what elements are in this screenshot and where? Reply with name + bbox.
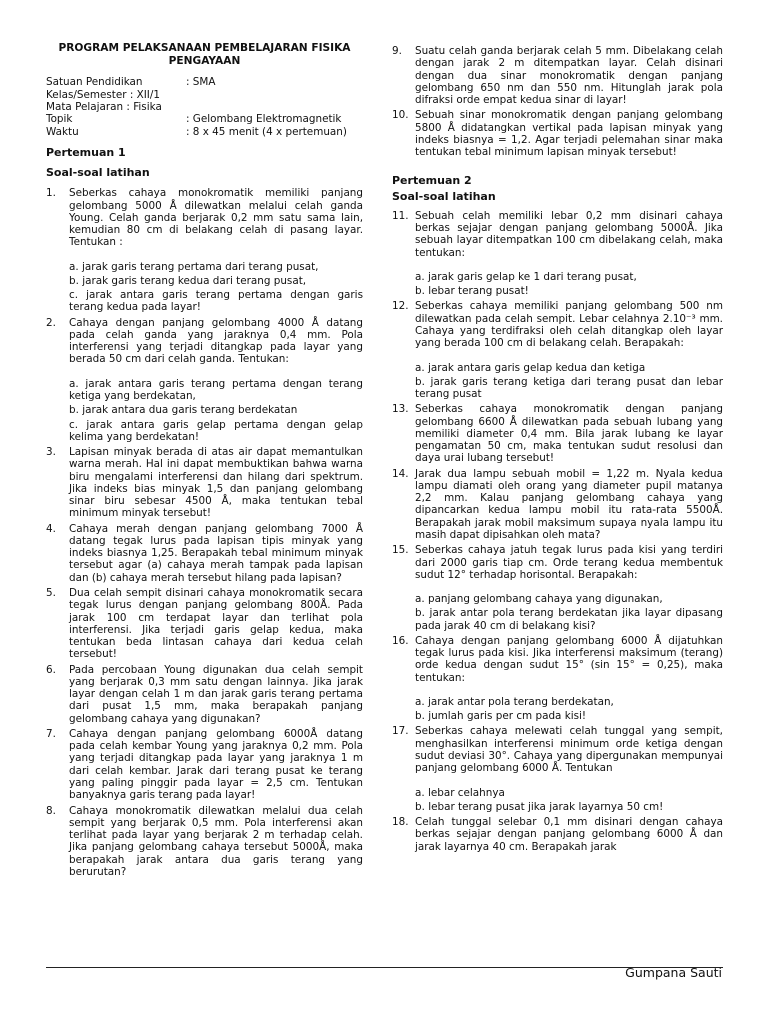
question-text: Seberkas cahaya monokromatik memiliki panjang gelombang 5000 Å dilewatkan melalui celah ganda Young. Celah ganda berjarak 0,2 mm satu sama lain, kemudian 80 cm di belakang celah di pasang layar. Tentukan : (69, 187, 363, 249)
meta-label: Mata Pelajaran : Fisika (46, 101, 162, 113)
question-text: Sebuah celah memiliki lebar 0,2 mm disinari cahaya berkas sejajar dengan panjang gelombang 5000Å. Jika sebuah layar ditempatkan 100 cm dibelakang celah, maka tentukan: (415, 209, 723, 259)
question-number: 17. (392, 725, 409, 738)
question-body (69, 523, 363, 584)
question-body (415, 210, 723, 298)
question-option: a. jarak antara garis gelap kedua dan ketiga (415, 361, 646, 374)
question-number: 3. (46, 446, 56, 459)
question-item (46, 587, 363, 661)
footer-rule (46, 967, 723, 968)
question-body (415, 403, 723, 464)
question-item (46, 805, 363, 879)
document-title (46, 42, 363, 68)
question-option: b. jarak garis terang kedua dari terang pusat, (69, 274, 307, 287)
meta-value: : SMA (186, 76, 216, 89)
question-body (69, 317, 363, 443)
question-text: Seberkas cahaya monokromatik dengan panjang gelombang 6600 Å dilewatkan pada sebuah lubang yang memiliki diameter 0,4 mm. Bila jarak lubang ke layar pengamatan 50 cm, maka tentukan sudut resolusi dan daya urai lubang tersebut! (415, 403, 723, 465)
section-subheading-2: Soal-soal latihan (392, 190, 496, 204)
question-option: a. lebar celahnya (415, 786, 505, 799)
question-option: b. lebar terang pusat! (415, 285, 529, 298)
question-option: c. jarak antara garis gelap pertama dengan gelap kelima yang berdekatan! (69, 418, 363, 443)
question-item (392, 210, 723, 298)
question-option: b. jarak antar pola terang berdekatan jika layar dipasang pada jarak 40 cm di belakang kisi? (415, 607, 723, 632)
question-item (46, 728, 363, 802)
meta-label: Waktu (46, 125, 79, 138)
question-option: a. jarak garis terang pertama dari terang pusat, (69, 260, 319, 273)
question-list-1 (46, 187, 363, 878)
question-list-2 (392, 45, 723, 158)
question-number: 4. (46, 522, 56, 535)
question-text: Dua celah sempit disinari cahaya monokromatik secara tegak lurus dengan panjang gelombang 800Å. Pada jarak 100 cm terdapat layar dan terlihat pola interferensi. Jika terjadi garis gelap kedua, maka tentukan beda lintasan cahaya dari kedua celah tersebut! (69, 587, 363, 661)
question-item (46, 523, 363, 584)
question-number: 13. (392, 403, 409, 416)
question-number: 16. (392, 634, 409, 647)
question-option: c. jarak antara garis terang pertama dengan garis terang kedua pada layar! (69, 289, 363, 314)
question-text: Jarak dua lampu sebuah mobil = 1,22 m. Nyala kedua lampu diamati oleh orang yang diameter pupil matanya 2,2 mm. Kalau panjang gelombang cahaya yang dipancarkan kedua lampu mobil itu rata-rata 5500Å. Berapakah jarak mobil maksimum supaya nyala lampu itu masih dapat dipisahkan oleh mata? (415, 467, 723, 541)
question-number: 12. (392, 300, 409, 313)
question-item (392, 45, 723, 106)
section-heading-1: Pertemuan 1 (46, 145, 126, 159)
question-number: 6. (46, 663, 56, 676)
meta-value: : Gelombang Elektromagnetik (186, 113, 342, 126)
question-body (415, 635, 723, 723)
question-number: 9. (392, 45, 402, 57)
question-item (392, 725, 723, 813)
question-number: 15. (392, 544, 409, 557)
question-number: 1. (46, 187, 56, 200)
question-body (415, 45, 723, 106)
section-heading-2: Pertemuan 2 (392, 174, 472, 188)
question-body (415, 468, 723, 542)
question-body (415, 544, 723, 632)
question-item (392, 403, 723, 464)
question-text: Cahaya dengan panjang gelombang 6000 Å dijatuhkan tegak lurus pada kisi. Jika interferensi maksimum (terang) orde kedua dengan sudut 15° (sin 15° = 0,25), maka tentukan: (415, 634, 723, 684)
question-body (415, 109, 723, 158)
meta-label: Kelas/Semester : XII/1 (46, 88, 160, 101)
question-body (69, 664, 363, 725)
meta-block (46, 76, 363, 137)
question-item (392, 300, 723, 400)
question-number: 7. (46, 727, 56, 740)
question-list-3 (392, 210, 723, 853)
question-item (392, 544, 723, 632)
question-item (392, 635, 723, 723)
question-option: b. lebar terang pusat jika jarak layarnya 50 cm! (415, 800, 664, 813)
question-body (69, 446, 363, 520)
left-column (46, 42, 363, 878)
question-number: 5. (46, 587, 56, 599)
title-line-2: PENGAYAAN (168, 55, 241, 68)
question-number: 18. (392, 816, 409, 829)
question-text: Celah tunggal selebar 0,1 mm disinari dengan cahaya berkas sejajar dengan panjang gelombang 6000 Å dan jarak layarnya 40 cm. Berapakah jarak (415, 816, 723, 853)
question-option: a. panjang gelombang cahaya yang digunakan, (415, 593, 663, 606)
question-item (46, 664, 363, 725)
meta-label: Topik (46, 113, 73, 126)
author-name: Gumpana Sauti (625, 965, 722, 980)
question-text: Seberkas cahaya melewati celah tunggal yang sempit, menghasilkan interferensi minimum orde ketiga dengan sudut deviasi 30°. Cahaya yang dipergunakan mempunyai panjang gelombang 6000 Å. Tentukan (415, 725, 723, 775)
question-option: b. jarak garis terang ketiga dari terang pusat dan lebar terang pusat (415, 375, 723, 401)
question-text: Suatu celah ganda berjarak celah 5 mm. Dibelakang celah dengan jarak 2 m ditempatkan layar. Celah disinari dengan dua sinar monokromatik dengan panjang gelombang 650 nm dan 550 nm. Hitunglah jarak pola difraksi orde empat kedua sinar di layar! (415, 45, 723, 107)
question-number: 14. (392, 467, 409, 480)
question-number: 10. (392, 109, 409, 122)
question-body (69, 187, 363, 313)
question-number: 8. (46, 804, 56, 817)
question-body (415, 300, 723, 400)
question-item (392, 816, 723, 853)
question-text: Lapisan minyak berada di atas air dapat memantulkan warna merah. Hal ini dapat membuktikan bahwa warna biru mengalami interferensi dan hilang dari spektrum. Jika indeks bias minyak 1,5 dan panjang gelombang sinar biru sebesar 4500 Å, maka tentukan tebal minimum minyak tersebut! (69, 446, 363, 520)
question-option: b. jarak antara dua garis terang berdekatan (69, 404, 298, 417)
meta-value: : 8 x 45 menit (4 x pertemuan) (186, 125, 347, 138)
question-body (69, 805, 363, 879)
title-line-1: PROGRAM PELAKSANAAN PEMBELAJARAN FISIKA (58, 42, 351, 54)
question-item (392, 468, 723, 542)
question-text: Cahaya merah dengan panjang gelombang 7000 Å datang tegak lurus pada lapisan tipis minyak yang indeks biasnya 1,25. Berapakah tebal minimum minyak tersebut agar (a) cahaya merah tampak pada lapisan dan (b) cahaya merah tersebut hilang pada lapisan? (69, 522, 363, 584)
section-subheading-1: Soal-soal latihan (46, 165, 150, 179)
question-item (46, 187, 363, 313)
question-text: Seberkas cahaya memiliki panjang gelombang 500 nm dilewatkan pada celah sempit. Lebar celahnya 2.10⁻³ mm. Cahaya yang terdifraksi oleh celah ditangkap oleh layar yang berada 100 cm di belakang celah. Berapakah: (415, 300, 723, 350)
question-body (69, 587, 363, 661)
question-body (415, 725, 723, 813)
question-text: Cahaya dengan panjang gelombang 6000Å datang pada celah kembar Young yang jaraknya 0,2 mm. Pola yang terjadi ditangkap pada layar yang jaraknya 1 m dari celah kembar. Jarak dari terang pusat ke terang yang paling pinggir pada layar = 2,5 cm. Tentukan banyaknya garis terang pada layar! (69, 727, 363, 802)
question-item (46, 317, 363, 443)
question-body (415, 816, 723, 853)
question-option: a. jarak garis gelap ke 1 dari terang pusat, (415, 270, 637, 283)
question-item (46, 446, 363, 520)
question-text: Pada percobaan Young digunakan dua celah sempit yang berjarak 0,3 mm satu dengan lainnya. Jika jarak layar dengan celah 1 m dan jarak garis terang pertama dari pusat 1,5 mm, maka berapakah panjang gelombang cahaya yang digunakan? (69, 663, 363, 725)
question-option: a. jarak antar pola terang berdekatan, (415, 695, 614, 708)
question-text: Cahaya dengan panjang gelombang 4000 Å datang pada celah ganda yang jaraknya 0,4 mm. Pola interferensi yang terjadi ditangkap pada layar yang berada 50 cm dari celah ganda. Tentukan: (69, 316, 363, 366)
question-option: b. jumlah garis per cm pada kisi! (415, 710, 587, 723)
question-text: Sebuah sinar monokromatik dengan panjang gelombang 5800 Å didatangkan vertikal pada lapisan minyak yang indeks biasnya = 1,2. Agar terjadi pelemahan sinar maka tentukan tebal minimum lapisan minyak tersebut! (415, 109, 723, 159)
question-body (69, 728, 363, 802)
question-item (392, 109, 723, 158)
meta-label: Satuan Pendidikan (46, 76, 143, 89)
question-number: 2. (46, 316, 56, 329)
question-text: Cahaya monokromatik dilewatkan melalui dua celah sempit yang berjarak 0,5 mm. Pola interferensi akan terlihat pada layar yang berjarak 2 m terhadap celah. Jika panjang gelombang cahaya tersebut 5000Å, maka berapakah jarak antara dua garis terang yang berurutan? (69, 804, 363, 878)
question-number: 11. (392, 209, 409, 222)
right-column (392, 42, 723, 853)
question-option: a. jarak antara garis terang pertama dengan terang ketiga yang berdekatan, (69, 377, 363, 403)
question-text: Seberkas cahaya jatuh tegak lurus pada kisi yang terdiri dari 2000 garis tiap cm. Orde terang kedua membentuk sudut 12° terhadap horisontal. Berapakah: (415, 544, 723, 581)
